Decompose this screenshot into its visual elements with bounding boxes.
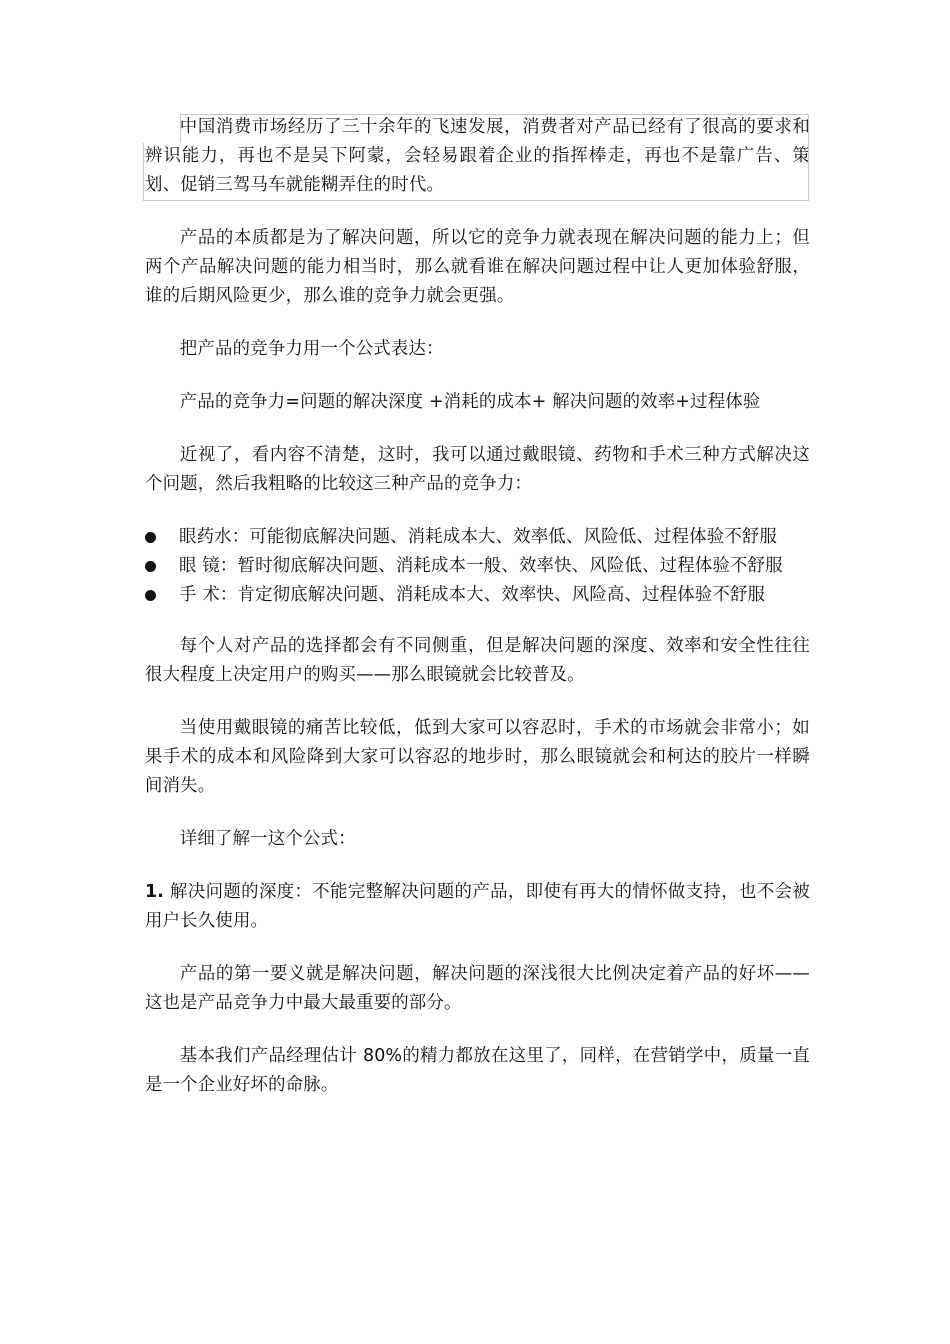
paragraph-user-choice [145,632,810,690]
paragraph-formula-detail-intro [145,825,810,854]
comparison-list [145,523,810,610]
paragraph-formula-intro-text: 把产品的竞争力用一个公式表达： [179,339,444,359]
section-heading-problem-depth [145,878,810,936]
paragraph-pm-focus [145,1042,810,1100]
paragraph-formula [145,388,810,417]
section-heading-text: 解决问题的深度：不能完整解决问题的产品，即使有再大的情怀做支持，也不会被用户长久使用。 [145,882,810,931]
paragraph-market-shift [145,714,810,801]
paragraph-first-principle [145,960,810,1018]
paragraph-product-essence-text: 产品的本质都是为了解决问题，所以它的竞争力就表现在解决问题的能力上；但两个产品解决问题的能力相当时，那么就看谁在解决问题过程中让人更加体验舒服，谁的后期风险更少，那么谁的竞争力就会更强。 [145,228,810,306]
section-number: 1. [145,882,165,902]
paragraph-intro [145,113,810,200]
list-item-text: 眼 镜：暂时彻底解决问题、消耗成本一般、效率快、风险低、过程体验不舒服 [179,556,783,576]
bullet-icon [145,561,156,572]
paragraph-myopia-example [145,441,810,499]
paragraph-formula-text: 产品的竞争力=问题的解决深度 +消耗的成本+ 解决问题的效率+过程体验 [179,392,761,412]
list-item-text: 眼药水：可能彻底解决问题、消耗成本大、效率低、风险低、过程体验不舒服 [179,527,778,547]
paragraph-formula-detail-intro-text: 详细了解一这个公式： [179,829,356,849]
paragraph-formula-intro [145,335,810,364]
paragraph-product-essence [145,224,810,311]
paragraph-market-shift-text: 当使用戴眼镜的痛苦比较低，低到大家可以容忍时，手术的市场就会非常小；如果手术的成本和风险降到大家可以容忍的地步时，那么眼镜就会和柯达的胶片一样瞬间消失。 [145,718,810,796]
paragraph-intro-text: 中国消费市场经历了三十余年的飞速发展，消费者对产品已经有了很高的要求和辨识能力，再也不是吴下阿蒙，会轻易跟着企业的指挥棒走，再也不是靠广告、策划、促销三驾马车就能糊弄住的时代。 [145,117,810,195]
bullet-icon [145,532,156,543]
paragraph-first-principle-text: 产品的第一要义就是解决问题，解决问题的深浅很大比例决定着产品的好坏——这也是产品竞争力中最大最重要的部分。 [145,964,810,1013]
list-item [145,581,810,610]
document-body [145,113,810,1124]
paragraph-pm-focus-text: 基本我们产品经理估计 80%的精力都放在这里了，同样，在营销学中，质量一直是一个企业好坏的命脉。 [145,1046,810,1095]
paragraph-myopia-example-text: 近视了，看内容不清楚，这时，我可以通过戴眼镜、药物和手术三种方式解决这个问题，然后我粗略的比较这三种产品的竞争力： [145,445,810,494]
list-item [145,552,810,581]
bullet-icon [145,590,156,601]
list-item [145,523,810,552]
paragraph-user-choice-text: 每个人对产品的选择都会有不同侧重，但是解决问题的深度、效率和安全性往往很大程度上决定用户的购买——那么眼镜就会比较普及。 [145,636,810,685]
list-item-text: 手 术：肯定彻底解决问题、消耗成本大、效率快、风险高、过程体验不舒服 [179,585,766,605]
